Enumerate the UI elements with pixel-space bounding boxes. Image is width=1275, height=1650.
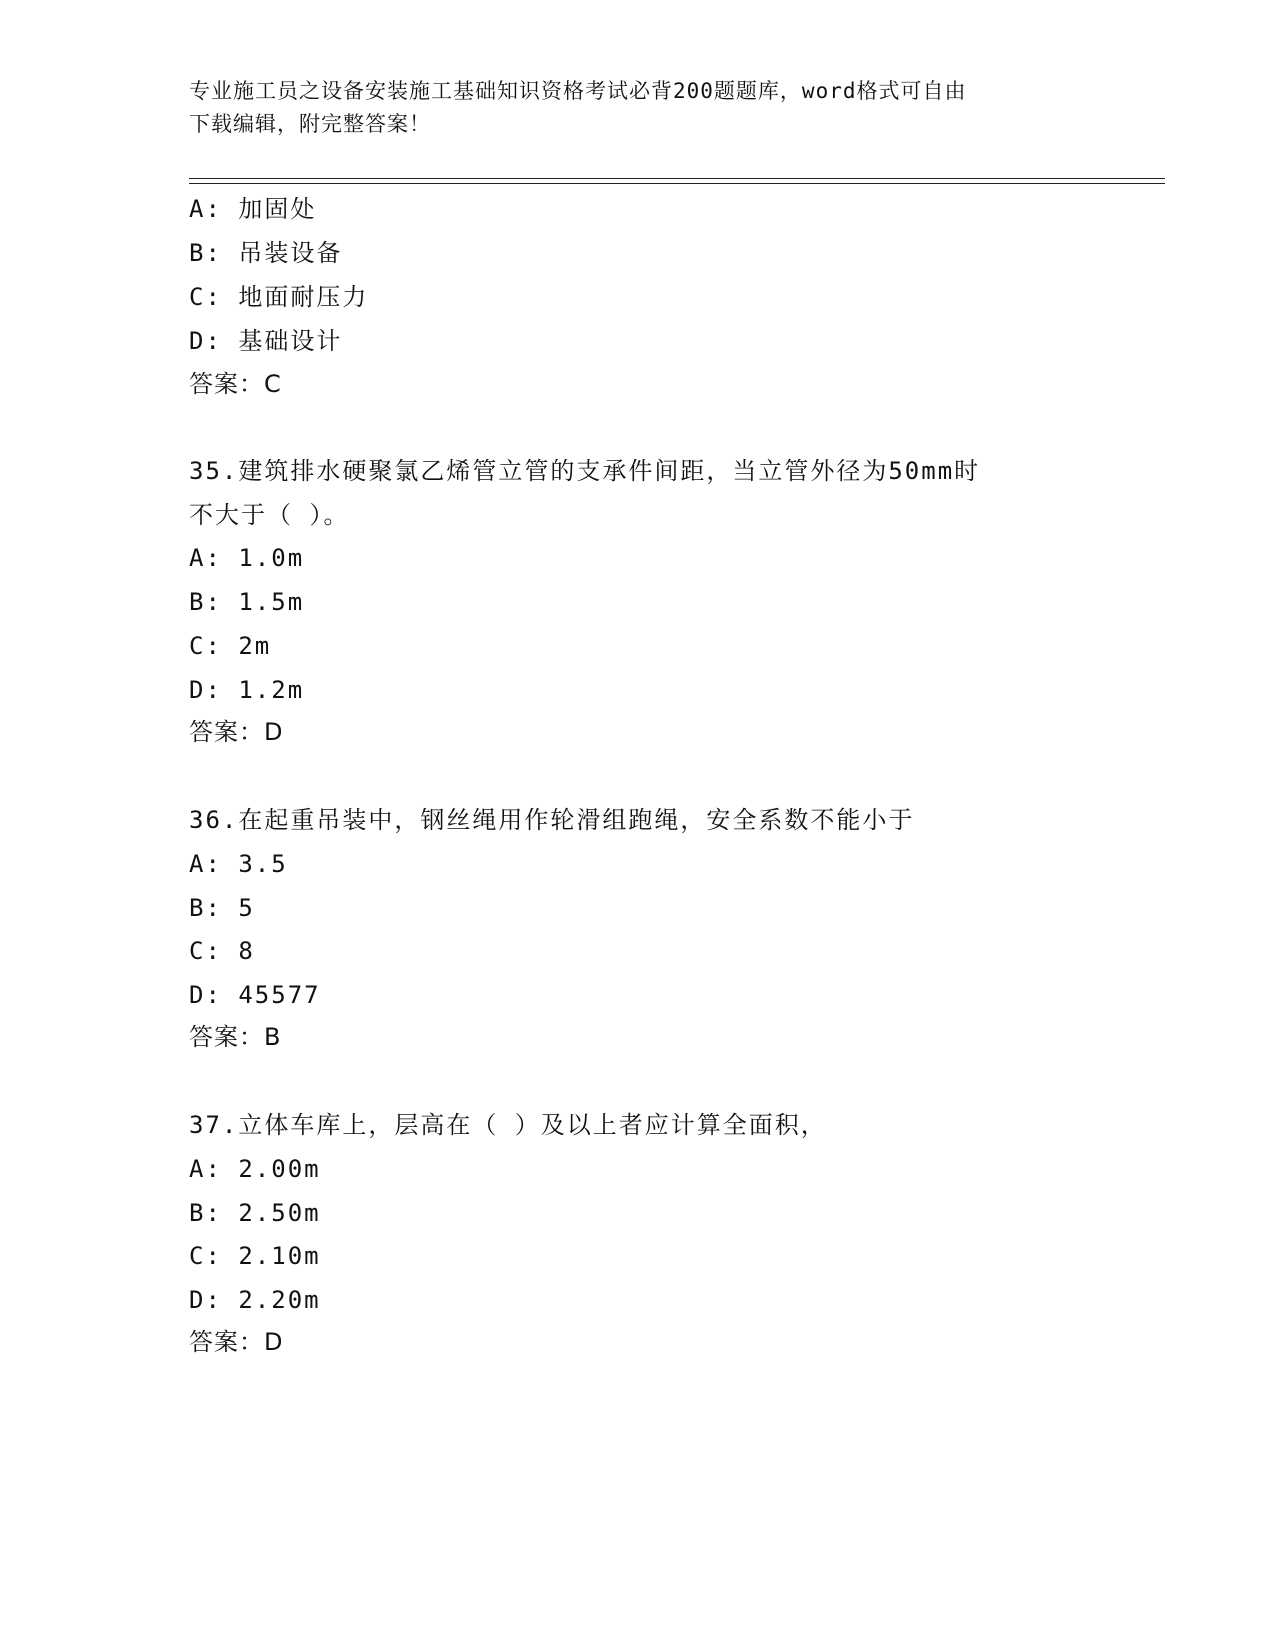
q34-option-a: A: 加固处 bbox=[189, 195, 317, 223]
q36-option-b: B: 5 bbox=[189, 894, 255, 922]
q37-option-a: A: 2.00m bbox=[189, 1155, 321, 1183]
header-divider-bottom bbox=[189, 183, 1165, 184]
q37-option-d: D: 2.20m bbox=[189, 1286, 321, 1314]
document-header bbox=[189, 75, 1069, 141]
q36-option-a: A: 3.5 bbox=[189, 850, 288, 878]
q34-option-b: B: 吊装设备 bbox=[189, 239, 343, 267]
q34-answer: 答案：C bbox=[189, 370, 282, 398]
q35-text-line-2: 不大于（ ）。 bbox=[189, 501, 350, 529]
q37-text-line-1: 37.立体车库上，层高在（ ）及以上者应计算全面积， bbox=[189, 1111, 827, 1139]
q37-answer: 答案：D bbox=[189, 1328, 284, 1356]
q35-option-c: C: 2m bbox=[189, 632, 272, 660]
q35-answer: 答案：D bbox=[189, 718, 284, 746]
q37-option-b: B: 2.50m bbox=[189, 1199, 321, 1227]
q34-option-c: C: 地面耐压力 bbox=[189, 283, 369, 311]
q36-option-c: C: 8 bbox=[189, 937, 255, 965]
q36-option-d: D: 45577 bbox=[189, 981, 321, 1009]
q36-answer: 答案：B bbox=[189, 1023, 282, 1051]
q36-text-line-1: 36.在起重吊装中，钢丝绳用作轮滑组跑绳，安全系数不能小于 bbox=[189, 806, 915, 834]
q34-option-d: D: 基础设计 bbox=[189, 327, 343, 355]
q35-text-line-1: 35.建筑排水硬聚氯乙烯管立管的支承件间距，当立管外径为50mm时 bbox=[189, 457, 981, 485]
q35-option-b: B: 1.5m bbox=[189, 588, 305, 616]
q35-option-d: D: 1.2m bbox=[189, 676, 305, 704]
header-line-1: 专业施工员之设备安装施工基础知识资格考试必背200题题库，word格式可自由 bbox=[189, 79, 967, 103]
header-line-2: 下载编辑，附完整答案！ bbox=[189, 112, 431, 136]
q35-option-a: A: 1.0m bbox=[189, 544, 305, 572]
header-divider-top bbox=[189, 178, 1165, 179]
q37-option-c: C: 2.10m bbox=[189, 1242, 321, 1270]
